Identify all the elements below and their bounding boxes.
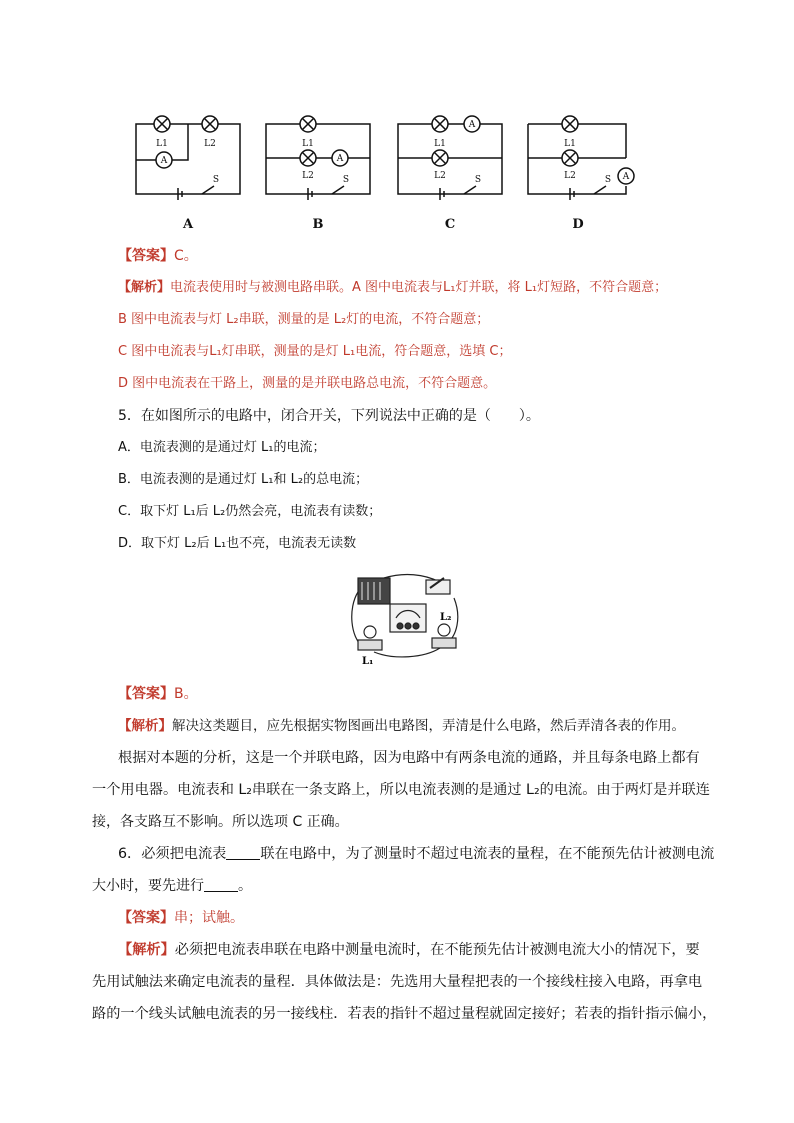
photo-label-l1: L₁: [362, 656, 374, 667]
svg-text:L1: L1: [564, 139, 576, 149]
svg-text:L1: L1: [156, 139, 168, 149]
q5-analysis-line-3: 一个用电器。电流表和 L₂串联在一条支路上，所以电流表测的是通过 L₂的电流。由于两灯是并联连: [92, 782, 710, 798]
q4-analysis-line-1: [118, 278, 667, 298]
q5-option-d: D．取下灯 L₂后 L₁也不亮，电流表无读数: [118, 536, 357, 551]
q6-stem-part: 6．必须把电流表: [118, 846, 227, 862]
svg-text:L1: L1: [434, 139, 446, 149]
svg-text:L2: L2: [302, 171, 314, 181]
q4-analysis-line-2: B 图中电流表与灯 L₂串联，测量的是 L₂灯的电流，不符合题意；: [118, 312, 490, 327]
svg-text:S: S: [474, 175, 482, 185]
svg-text:L2: L2: [564, 171, 576, 181]
analysis-text: 必须把电流表串联在电路中测量电流时，在不能预先估计被测电流大小的情况下，要: [174, 942, 700, 958]
analysis-tag: 【解析】: [118, 280, 171, 295]
svg-text:S: S: [342, 175, 350, 185]
svg-text:A: A: [160, 156, 168, 166]
q4-analysis-line-3: C 图中电流表与L₁灯串联，测量的是灯 L₁电流，符合题意，选填 C；: [118, 344, 512, 359]
q5-option-a: A．电流表测的是通过灯 L₁的电流；: [118, 440, 326, 455]
svg-text:A: A: [336, 154, 344, 164]
q6-stem-part: 联在电路中，为了测量时不超过电流表的量程，在不能预先估计被测电流: [260, 846, 715, 862]
svg-text:L2: L2: [204, 139, 216, 149]
q6-analysis-line-2: 先用试触法来确定电流表的量程．具体做法是：先选用大量程把表的一个接线柱接入电路，再拿电: [92, 974, 703, 990]
figure-label-a: A: [182, 217, 194, 232]
answer-value: C。: [174, 248, 198, 264]
circuit-c: [398, 116, 502, 200]
svg-text:S: S: [604, 175, 612, 185]
q5-analysis-line-4: 接，各支路互不影响。所以选项 C 正确。: [92, 814, 349, 830]
svg-text:A: A: [622, 172, 630, 182]
figure-label-c: C: [444, 217, 456, 232]
q5-analysis-line-2: 根据对本题的分析，这是一个并联电路，因为电路中有两条电流的通路，并且每条电路上都有: [118, 750, 700, 766]
q5-option-c: C．取下灯 L₁后 L₂仍然会亮，电流表有读数；: [118, 504, 382, 519]
q6-stem-part: 大小时，要先进行: [92, 878, 204, 894]
q6-analysis-line-3: 路的一个线头试触电流表的另一接线柱．若表的指针不超过量程就固定接好；若表的指针指示偏小，: [92, 1006, 717, 1022]
photo-label-l2: L₂: [440, 612, 452, 623]
svg-text:L2: L2: [434, 171, 446, 181]
answer-value: B。: [174, 686, 198, 702]
svg-text:S: S: [212, 175, 220, 185]
q6-stem-part: 。: [238, 878, 252, 894]
answer-blank: [204, 877, 238, 892]
circuit-diagrams: [130, 108, 650, 236]
q5-analysis-line-1: [118, 716, 685, 736]
figure-label-b: B: [312, 217, 324, 232]
analysis-text: 解决这类题目，应先根据实物图画出电路图，弄清是什么电路，然后弄清各表的作用。: [172, 718, 685, 734]
circuit-d: [528, 116, 634, 200]
q6-stem-line-1: [118, 844, 714, 864]
q4-analysis-line-4: D 图中电流表在干路上，测量的是并联电路总电流，不符合题意。: [118, 376, 497, 391]
answer-tag: 【答案】: [118, 248, 174, 264]
answer-value: 串；试触。: [174, 910, 244, 926]
q6-answer-line: [118, 908, 244, 928]
circuit-a: [136, 116, 240, 200]
analysis-tag: 【解析】: [118, 718, 172, 734]
answer-tag: 【答案】: [118, 910, 174, 926]
answer-tag: 【答案】: [118, 686, 174, 702]
circuit-b: [266, 116, 370, 200]
q5-stem: 5．在如图所示的电路中，闭合开关，下列说法中正确的是（ ）。: [118, 408, 540, 424]
circuit-photo: [344, 568, 464, 668]
q6-analysis-line-1: [118, 940, 700, 960]
figure-label-d: D: [572, 217, 584, 232]
q5-answer-line: [118, 684, 198, 704]
q6-stem-line-2: [92, 876, 252, 896]
analysis-text: 电流表使用时与被测电路串联。A 图中电流表与L₁灯并联，将 L₁灯短路，不符合题意；: [170, 280, 668, 295]
q4-answer-line: [118, 246, 198, 266]
svg-text:A: A: [468, 120, 476, 130]
svg-text:L1: L1: [302, 139, 314, 149]
analysis-tag: 【解析】: [118, 942, 175, 958]
q5-option-b: B．电流表测的是通过灯 L₁和 L₂的总电流；: [118, 472, 369, 487]
answer-blank: [226, 845, 260, 860]
